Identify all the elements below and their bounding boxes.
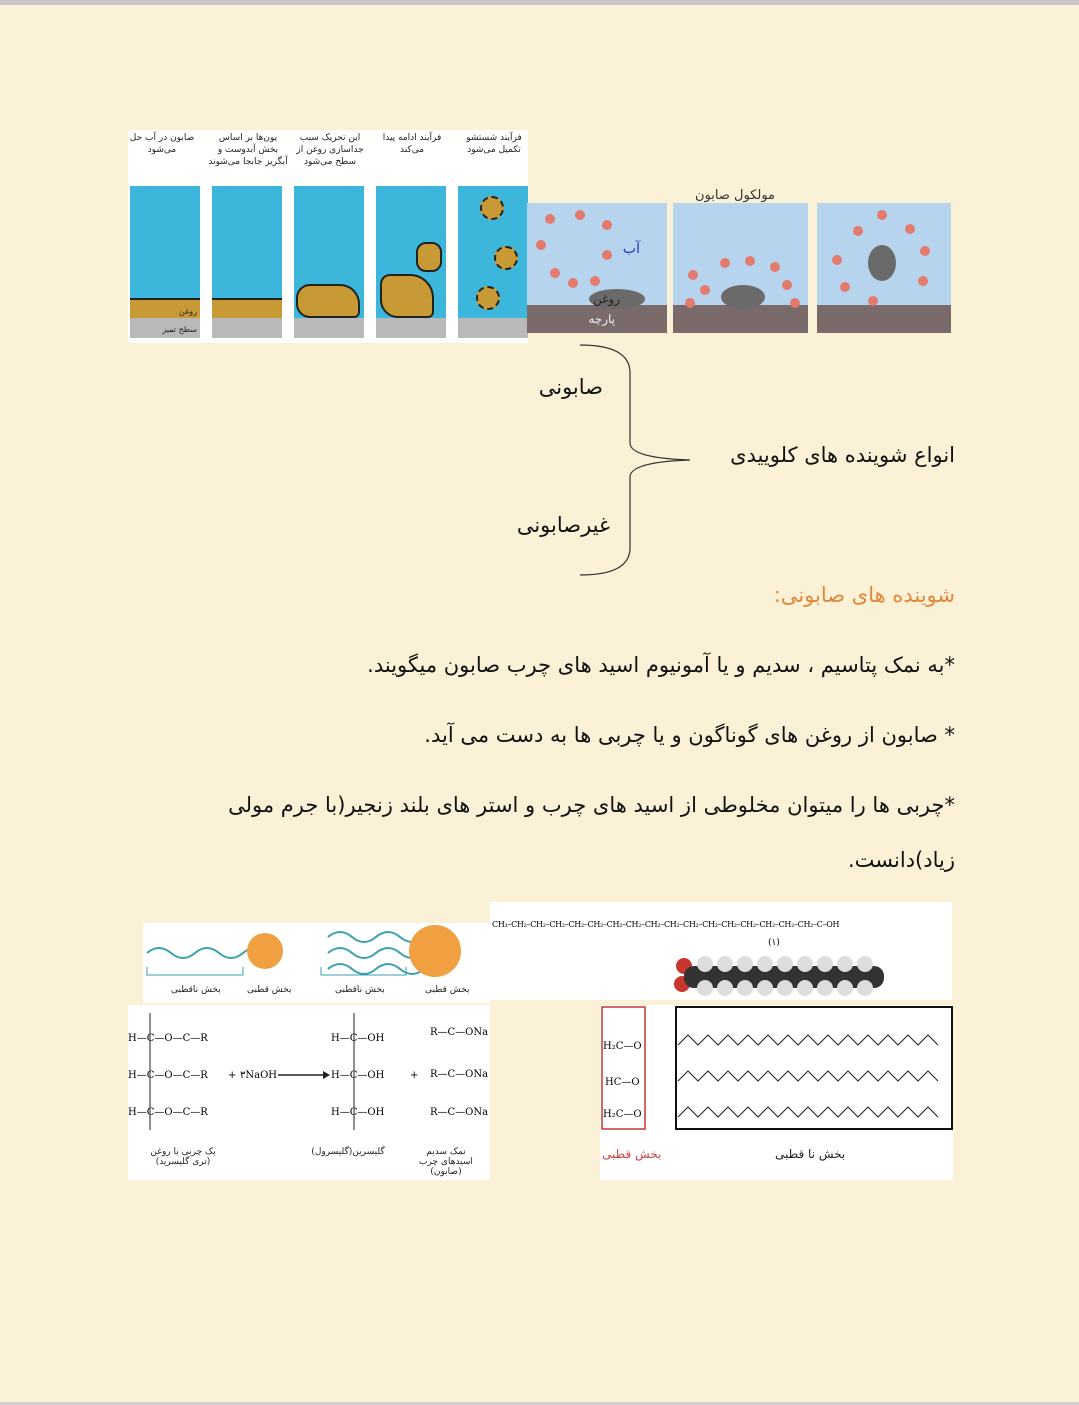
reagent: ۳NaOH [240, 1070, 278, 1081]
soap-molecule-label: مولکول صابون [695, 188, 775, 203]
caption: یون‌ها بر اساس بخش آبدوست و آبگریز جابجا می‌شوند [208, 133, 288, 167]
panel [294, 186, 364, 338]
branch-non-soap: غیرصابونی [516, 513, 610, 537]
svg-text:+: + [410, 1070, 419, 1081]
svg-text:H₂C—O: H₂C—O [603, 1109, 642, 1120]
svg-text:R—C—ONa: R—C—ONa [430, 1069, 489, 1080]
svg-text:R—C—ONa: R—C—ONa [430, 1027, 489, 1038]
water-label: آب [622, 241, 640, 257]
washing-process-figure [128, 130, 528, 343]
product-label: نمک سدیم اسیدهای چرب (صابون) [419, 1147, 473, 1177]
caption: فرآیند شستشو تکمیل می‌شود [466, 133, 522, 155]
oil-label: روغن [593, 292, 620, 306]
svg-text:H—C—O—C—R: H—C—O—C—R [128, 1033, 208, 1044]
fabric-label: پارچه [588, 312, 615, 326]
triglyceride-figure [600, 1005, 953, 1180]
panel [376, 186, 446, 338]
classification-title: انواع شوینده های کلوییدی [730, 443, 955, 467]
fatty-acid-figure [490, 902, 952, 1000]
paragraph: * صابون از روغن های گوناگون و یا چربی ها به دست می آید. [424, 723, 955, 747]
polar-label: بخش قطبی [602, 1147, 662, 1161]
section-heading: شوینده های صابونی: [773, 583, 955, 607]
branch-soap: صابونی [538, 375, 603, 399]
caption: فرآیند ادامه پیدا می‌کند [382, 133, 442, 155]
space-filling-model [670, 950, 890, 1000]
caption: این تحریک سبب جداسازی روغن از سطح می‌شود [296, 133, 364, 167]
svg-text:H₂C—O: H₂C—O [603, 1041, 642, 1052]
panel [458, 186, 528, 338]
svg-text:H—C—O—C—R: H—C—O—C—R [128, 1070, 208, 1081]
paragraph: *چربی ها را میتوان مخلوطی از اسید های چرب و استر های بلند زنجیر(با جرم مولی [228, 793, 955, 817]
formula-number: (۱) [768, 938, 780, 948]
panel [130, 186, 200, 338]
saponification-figure [128, 1005, 490, 1180]
micelle-figure [525, 185, 953, 335]
polar-parts-figure [143, 923, 490, 1003]
surface-label: سطح تمیز [162, 325, 197, 334]
nonpolar-label: بخش نا قطبی [775, 1147, 846, 1161]
acid-formula: CH₃–CH₂–CH₂–CH₂–CH₂–CH₂–CH₂–CH₂–CH₂–CH₂–CH₂–CH₂–CH₂–CH₂–CH₂–CH₂–CH₂–C–OH [492, 920, 840, 929]
polar-label: بخش قطبی [425, 985, 470, 995]
svg-text:H—C—OH: H—C—OH [331, 1107, 385, 1118]
panel [212, 186, 282, 338]
nonpolar-label: بخش ناقطبی [171, 985, 221, 995]
paragraph: *به نمک پتاسیم ، سدیم و یا آمونیوم اسید های چرب صابون میگویند. [367, 653, 955, 677]
nonpolar-label: بخش ناقطبی [335, 985, 385, 995]
reactant-label: یک چربی یا روغن (تری گلیسرید) [150, 1147, 216, 1167]
product-label: گلیسرین(گلیسرول) [311, 1147, 385, 1157]
oil-label: روغن [179, 307, 197, 316]
caption: صابون در آب حل می‌شود [129, 133, 195, 155]
paragraph: زیاد)دانست. [848, 848, 955, 872]
svg-text:HC—O: HC—O [605, 1077, 640, 1088]
polar-label: بخش قطبی [247, 985, 292, 995]
svg-text:H—C—OH: H—C—OH [331, 1033, 385, 1044]
svg-text:H—C—O—C—R: H—C—O—C—R [128, 1107, 208, 1118]
svg-text:R—C—ONa: R—C—ONa [430, 1107, 489, 1118]
svg-text:H—C—OH: H—C—OH [331, 1070, 385, 1081]
svg-text:+: + [228, 1070, 237, 1081]
